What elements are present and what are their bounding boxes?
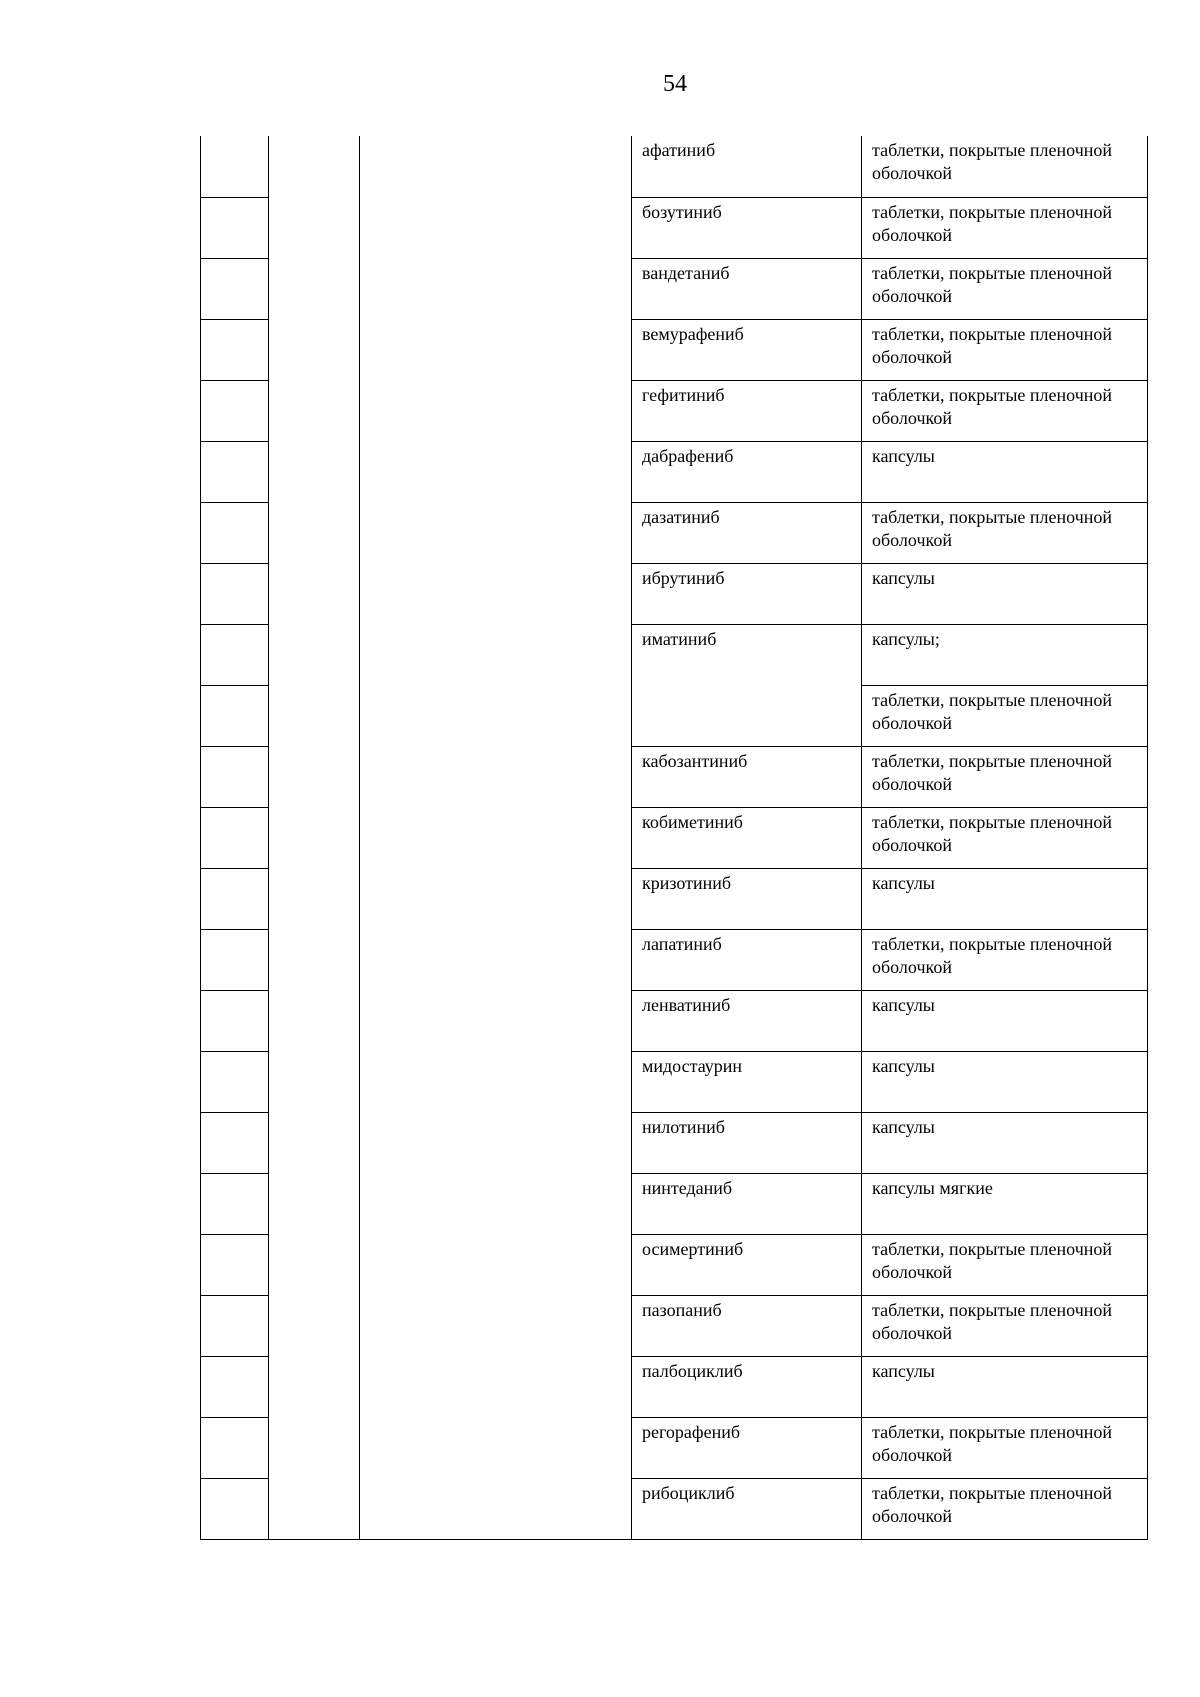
atc-code-cell [269,1356,360,1417]
drug-name-cell: дазатиниб [632,502,862,563]
drug-name-cell: дабрафениб [632,441,862,502]
table-row [201,1356,1148,1417]
dosage-form-cell: таблетки, покрытые пленочной оболочкой [862,1417,1148,1478]
drug-name-cell: мидостаурин [632,1051,862,1112]
atc-code-cell [269,1295,360,1356]
dosage-form-cell: капсулы [862,990,1148,1051]
atc-group-cell [360,1417,632,1478]
atc-group-cell [360,807,632,868]
drug-name-cell: кобиметиниб [632,807,862,868]
table-row [201,624,1148,685]
drug-name-cell: вандетаниб [632,258,862,319]
atc-group-cell [360,990,632,1051]
row-number-cell [201,929,269,990]
row-number-cell [201,624,269,685]
table-row [201,380,1148,441]
row-number-cell [201,1051,269,1112]
row-number-cell [201,136,269,197]
table-row [201,1173,1148,1234]
table-row [201,1417,1148,1478]
drug-name-cell: пазопаниб [632,1295,862,1356]
table-row [201,1051,1148,1112]
drug-name-cell: афатиниб [632,136,862,197]
dosage-form-cell: таблетки, покрытые пленочной оболочкой [862,685,1148,746]
row-number-cell [201,319,269,380]
dosage-form-cell: таблетки, покрытые пленочной оболочкой [862,1478,1148,1539]
dosage-form-cell: таблетки, покрытые пленочной оболочкой [862,197,1148,258]
atc-group-cell [360,746,632,807]
dosage-form-cell: таблетки, покрытые пленочной оболочкой [862,319,1148,380]
dosage-form-cell: капсулы [862,1112,1148,1173]
atc-code-cell [269,563,360,624]
drug-name-cell: гефитиниб [632,380,862,441]
atc-code-cell [269,1051,360,1112]
row-number-cell [201,258,269,319]
dosage-form-cell: таблетки, покрытые пленочной оболочкой [862,1295,1148,1356]
atc-code-cell [269,990,360,1051]
drug-name-cell: регорафениб [632,1417,862,1478]
atc-group-cell [360,929,632,990]
drug-name-cell: ленватиниб [632,990,862,1051]
atc-group-cell [360,441,632,502]
atc-group-cell [360,1234,632,1295]
dosage-form-cell: таблетки, покрытые пленочной оболочкой [862,807,1148,868]
dosage-form-cell: капсулы [862,441,1148,502]
drug-name-cell: осимертиниб [632,1234,862,1295]
atc-group-cell [360,380,632,441]
table-row [201,136,1148,197]
row-number-cell [201,1295,269,1356]
table-row [201,319,1148,380]
table-row [201,746,1148,807]
drug-name-cell: рибоциклиб [632,1478,862,1539]
drug-name-cell: вемурафениб [632,319,862,380]
table-row [201,1478,1148,1539]
drug-name-cell: ибрутиниб [632,563,862,624]
atc-code-cell [269,929,360,990]
atc-group-cell [360,1173,632,1234]
row-number-cell [201,807,269,868]
row-number-cell [201,1478,269,1539]
table-row [201,197,1148,258]
drug-name-cell: нилотиниб [632,1112,862,1173]
atc-group-cell [360,563,632,624]
atc-code-cell [269,380,360,441]
table-row [201,929,1148,990]
atc-group-cell [360,1478,632,1539]
atc-group-cell [360,1112,632,1173]
row-number-cell [201,746,269,807]
dosage-form-cell: капсулы; [862,624,1148,685]
row-number-cell [201,197,269,258]
dosage-form-cell: капсулы [862,1051,1148,1112]
row-number-cell [201,868,269,929]
atc-group-cell [360,319,632,380]
row-number-cell [201,441,269,502]
table-row [201,1112,1148,1173]
drug-name-cell: иматиниб [632,624,862,746]
atc-code-cell [269,624,360,746]
table-row [201,868,1148,929]
atc-group-cell [360,502,632,563]
atc-code-cell [269,258,360,319]
dosage-form-cell: таблетки, покрытые пленочной оболочкой [862,136,1148,197]
atc-group-cell [360,1356,632,1417]
dosage-form-cell: капсулы [862,563,1148,624]
row-number-cell [201,380,269,441]
dosage-form-cell: таблетки, покрытые пленочной оболочкой [862,1234,1148,1295]
atc-group-cell [360,624,632,746]
row-number-cell [201,563,269,624]
atc-code-cell [269,746,360,807]
atc-code-cell [269,441,360,502]
atc-group-cell [360,1051,632,1112]
atc-group-cell [360,136,632,197]
atc-group-cell [360,868,632,929]
row-number-cell [201,990,269,1051]
row-number-cell [201,502,269,563]
dosage-form-cell: капсулы [862,1356,1148,1417]
table-row [201,563,1148,624]
table-row [201,807,1148,868]
dosage-form-cell: таблетки, покрытые пленочной оболочкой [862,502,1148,563]
atc-group-cell [360,197,632,258]
drug-name-cell: бозутиниб [632,197,862,258]
table-row [201,990,1148,1051]
drug-name-cell: палбоциклиб [632,1356,862,1417]
atc-code-cell [269,1234,360,1295]
atc-code-cell [269,1112,360,1173]
page-number: 54 [663,71,687,97]
table-row [201,1295,1148,1356]
dosage-form-cell: капсулы [862,868,1148,929]
atc-code-cell [269,1478,360,1539]
table-row [201,441,1148,502]
atc-code-cell [269,1173,360,1234]
row-number-cell [201,1417,269,1478]
drug-name-cell: кризотиниб [632,868,862,929]
table-row [201,1234,1148,1295]
atc-code-cell [269,136,360,197]
dosage-form-cell: таблетки, покрытые пленочной оболочкой [862,380,1148,441]
atc-code-cell [269,197,360,258]
dosage-form-cell: таблетки, покрытые пленочной оболочкой [862,258,1148,319]
atc-code-cell [269,807,360,868]
table-row [201,258,1148,319]
row-number-cell [201,1112,269,1173]
row-number-cell [201,1234,269,1295]
drug-name-cell: лапатиниб [632,929,862,990]
row-number-cell [201,1173,269,1234]
atc-code-cell [269,319,360,380]
atc-code-cell [269,1417,360,1478]
row-number-cell [201,1356,269,1417]
dosage-form-cell: капсулы мягкие [862,1173,1148,1234]
dosage-form-cell: таблетки, покрытые пленочной оболочкой [862,929,1148,990]
row-number-cell [201,685,269,746]
atc-code-cell [269,502,360,563]
drug-name-cell: нинтеданиб [632,1173,862,1234]
table-row [201,502,1148,563]
atc-group-cell [360,1295,632,1356]
drug-name-cell: кабозантиниб [632,746,862,807]
atc-group-cell [360,258,632,319]
drug-table [200,136,1148,1540]
dosage-form-cell: таблетки, покрытые пленочной оболочкой [862,746,1148,807]
atc-code-cell [269,868,360,929]
